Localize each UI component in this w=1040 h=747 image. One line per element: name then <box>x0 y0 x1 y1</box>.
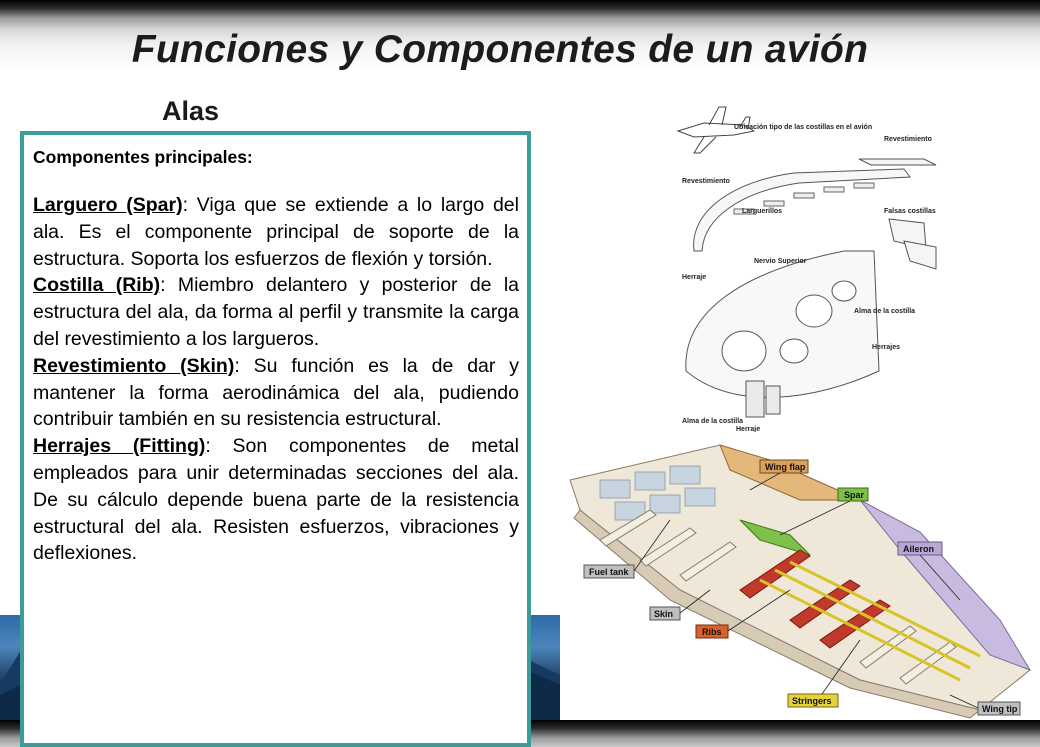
term-rib: Costilla (Rib) <box>33 274 161 297</box>
desc-fitting: : Son componentes de metal empleados para unir determinadas secciones del ala. De su cálculo depende buena parte de la resistencia estructural del ala. Resisten esfuerzos, vibraciones y deflexiones. <box>33 435 519 565</box>
term-spar: Larguero (Spar) <box>33 194 183 216</box>
term-skin: Revestimiento (Skin) <box>33 354 235 377</box>
svg-text:Stringers: Stringers <box>792 696 832 706</box>
label-herraje-1: Herraje <box>682 274 707 281</box>
label-alma-costilla-1: Alma de la costilla <box>854 308 916 315</box>
label-wing-tip <box>978 702 1020 715</box>
label-revestimiento-1: Revestimiento <box>884 136 932 143</box>
components-textbox <box>20 131 531 747</box>
svg-text:Aileron: Aileron <box>903 544 935 554</box>
component-fitting <box>33 433 519 567</box>
component-spar <box>33 192 519 272</box>
label-falsas-costillas: Falsas costillas <box>884 208 936 215</box>
term-fitting: Herrajes (Fitting) <box>33 435 206 458</box>
svg-text:Wing tip: Wing tip <box>982 704 1018 714</box>
desc-skin: : Su función es la de dar y mantener la forma aerodinámica del ala, pudiendo contribuir también en su resistencia estructural. <box>33 354 519 431</box>
wing-structure-diagram <box>560 440 1040 720</box>
label-revestimiento-2: Revestimiento <box>682 178 730 185</box>
component-skin <box>33 353 519 433</box>
svg-text:Ribs: Ribs <box>702 627 722 637</box>
component-rib <box>33 272 519 352</box>
label-alma-costilla-2: Alma de la costilla <box>682 418 744 425</box>
label-stringers <box>788 694 838 707</box>
svg-text:Wing flap: Wing flap <box>765 462 806 472</box>
label-aileron <box>898 542 942 555</box>
svg-text:Skin: Skin <box>654 609 674 619</box>
slide-subtitle: Alas <box>162 96 220 126</box>
label-wing-flap <box>760 460 808 473</box>
desc-rib: : Miembro delantero y posterior de la estructura del ala, da forma al perfil y transmite la carga del revestimiento a los largueros. <box>33 274 520 350</box>
label-ribs <box>696 625 728 638</box>
caption-rib-location: Ubicación tipo de las costillas en el avión <box>734 124 873 131</box>
desc-spar: : Viga que se extiende a lo largo del ala. Es el componente principal de soporte de la estructura. Soporta los esfuerzos de flexión y torsión. <box>33 194 519 270</box>
label-skin <box>650 607 680 620</box>
label-largueros: Largueríllos <box>742 208 783 215</box>
label-fuel-tank <box>584 565 634 578</box>
label-herrajes: Herrajes <box>872 344 901 351</box>
components-heading: Componentes principales: <box>33 147 253 167</box>
slide-title: Funciones y Componentes de un avión <box>131 28 869 71</box>
label-nervio-superior: Nervio Superior <box>754 258 807 265</box>
label-spar <box>838 488 868 501</box>
rib-location-diagram <box>674 101 950 432</box>
svg-text:Spar: Spar <box>844 490 865 500</box>
svg-text:Fuel tank: Fuel tank <box>589 567 629 577</box>
label-herraje-2: Herraje <box>736 426 761 432</box>
